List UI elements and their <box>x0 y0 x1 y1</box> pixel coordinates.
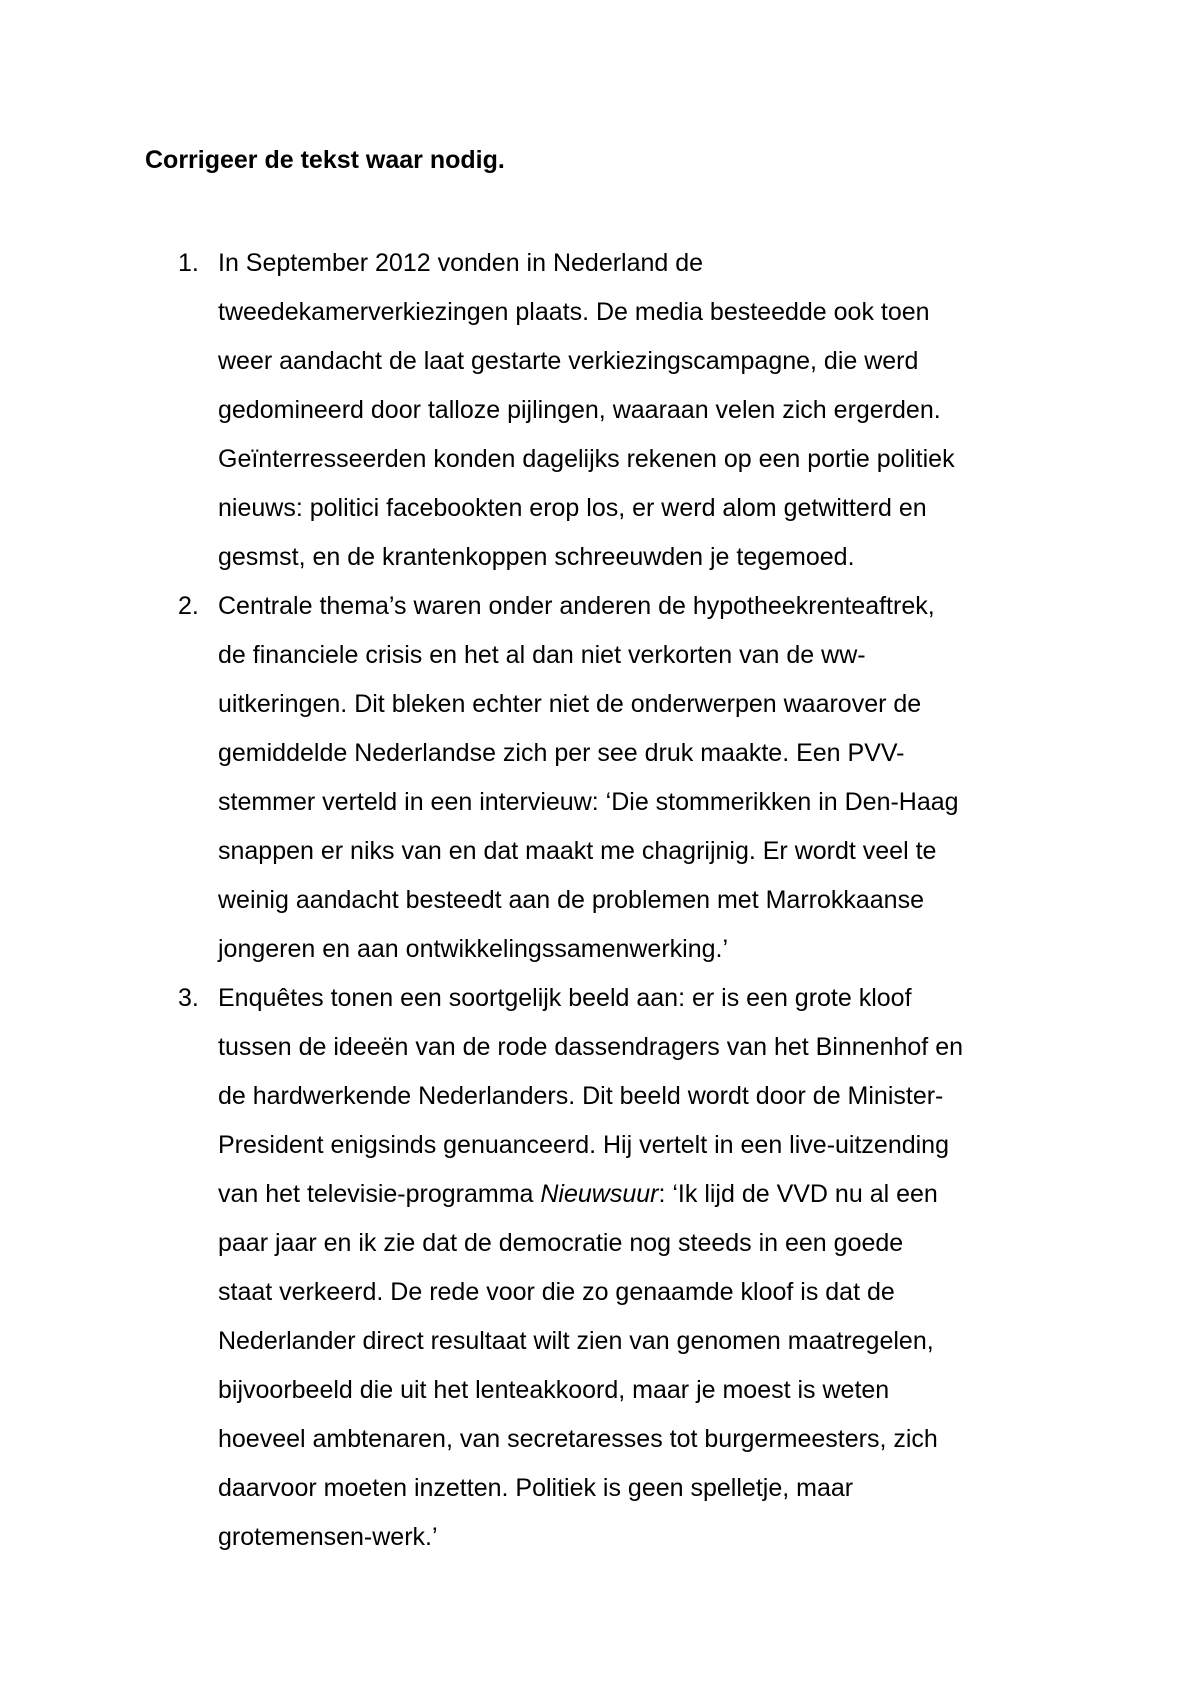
item-number: 1. <box>178 249 199 277</box>
list-item <box>0 239 1068 582</box>
text-line: paar jaar en ik zie dat de democratie nog steeds in een goede <box>218 1229 904 1257</box>
text-line: uitkeringen. Dit bleken echter niet de onderwerpen waarover de <box>218 690 922 718</box>
text-line: nieuws: politici facebookten erop los, er werd alom getwitterd en <box>218 494 927 522</box>
text-line: Nederlander direct resultaat wilt zien van genomen maatregelen, <box>218 1327 934 1355</box>
text-line: Enquêtes tonen een soortgelijk beeld aan: er is een grote kloof <box>218 984 912 1012</box>
item-number: 2. <box>178 592 199 620</box>
item-number: 3. <box>178 984 199 1012</box>
text-line: weer aandacht de laat gestarte verkiezingscampagne, die werd <box>218 347 919 375</box>
program-name-italic: Nieuwsuur <box>540 1180 659 1208</box>
text-line: Centrale thema’s waren onder anderen de hypotheekrenteaftrek, <box>218 592 935 620</box>
text-line: gedomineerd door talloze pijlingen, waaraan velen zich ergerden. <box>218 396 941 424</box>
text-line: bijvoorbeeld die uit het lenteakkoord, maar je moest is weten <box>218 1376 890 1404</box>
text-line: tweedekamerverkiezingen plaats. De media besteedde ook toen <box>218 298 930 326</box>
text-segment: : ‘Ik lijd de VVD nu al een <box>658 1180 938 1208</box>
list-item <box>0 974 1068 1562</box>
text-line: President enigsinds genuanceerd. Hij vertelt in een live-uitzending <box>218 1131 949 1159</box>
text-line: snappen er niks van en dat maakt me chagrijnig. Er wordt veel te <box>218 837 937 865</box>
text-line: de financiele crisis en het al dan niet verkorten van de ww- <box>218 641 866 669</box>
text-line: In September 2012 vonden in Nederland de <box>218 249 704 277</box>
text-line: Geïnterresseerden konden dagelijks rekenen op een portie politiek <box>218 445 955 473</box>
text-line: de hardwerkende Nederlanders. Dit beeld wordt door de Minister- <box>218 1082 944 1110</box>
page-title: Corrigeer de tekst waar nodig. <box>145 146 505 174</box>
text-line: daarvoor moeten inzetten. Politiek is geen spelletje, maar <box>218 1474 854 1502</box>
text-line: stemmer verteld in een intervieuw: ‘Die stommerikken in Den-Haag <box>218 788 959 816</box>
text-line: jongeren en aan ontwikkelingssamenwerking.’ <box>218 935 729 963</box>
text-line: hoeveel ambtenaren, van secretaresses tot burgermeesters, zich <box>218 1425 938 1453</box>
text-line: gemiddelde Nederlandse zich per see druk maakte. Een PVV- <box>218 739 905 767</box>
list-item <box>0 582 1068 974</box>
text-line: tussen de ideeën van de rode dassendragers van het Binnenhof en <box>218 1033 963 1061</box>
text-segment: van het televisie-programma <box>218 1180 541 1208</box>
text-line: weinig aandacht besteedt aan de problemen met Marrokkaanse <box>218 886 924 914</box>
text-line: grotemensen-werk.’ <box>218 1523 438 1551</box>
text-line: staat verkeerd. De rede voor die zo genaamde kloof is dat de <box>218 1278 895 1306</box>
text-line-with-italic <box>218 1170 1068 1219</box>
exercise-list <box>0 239 1200 1562</box>
text-line: gesmst, en de krantenkoppen schreeuwden je tegemoed. <box>218 543 855 571</box>
